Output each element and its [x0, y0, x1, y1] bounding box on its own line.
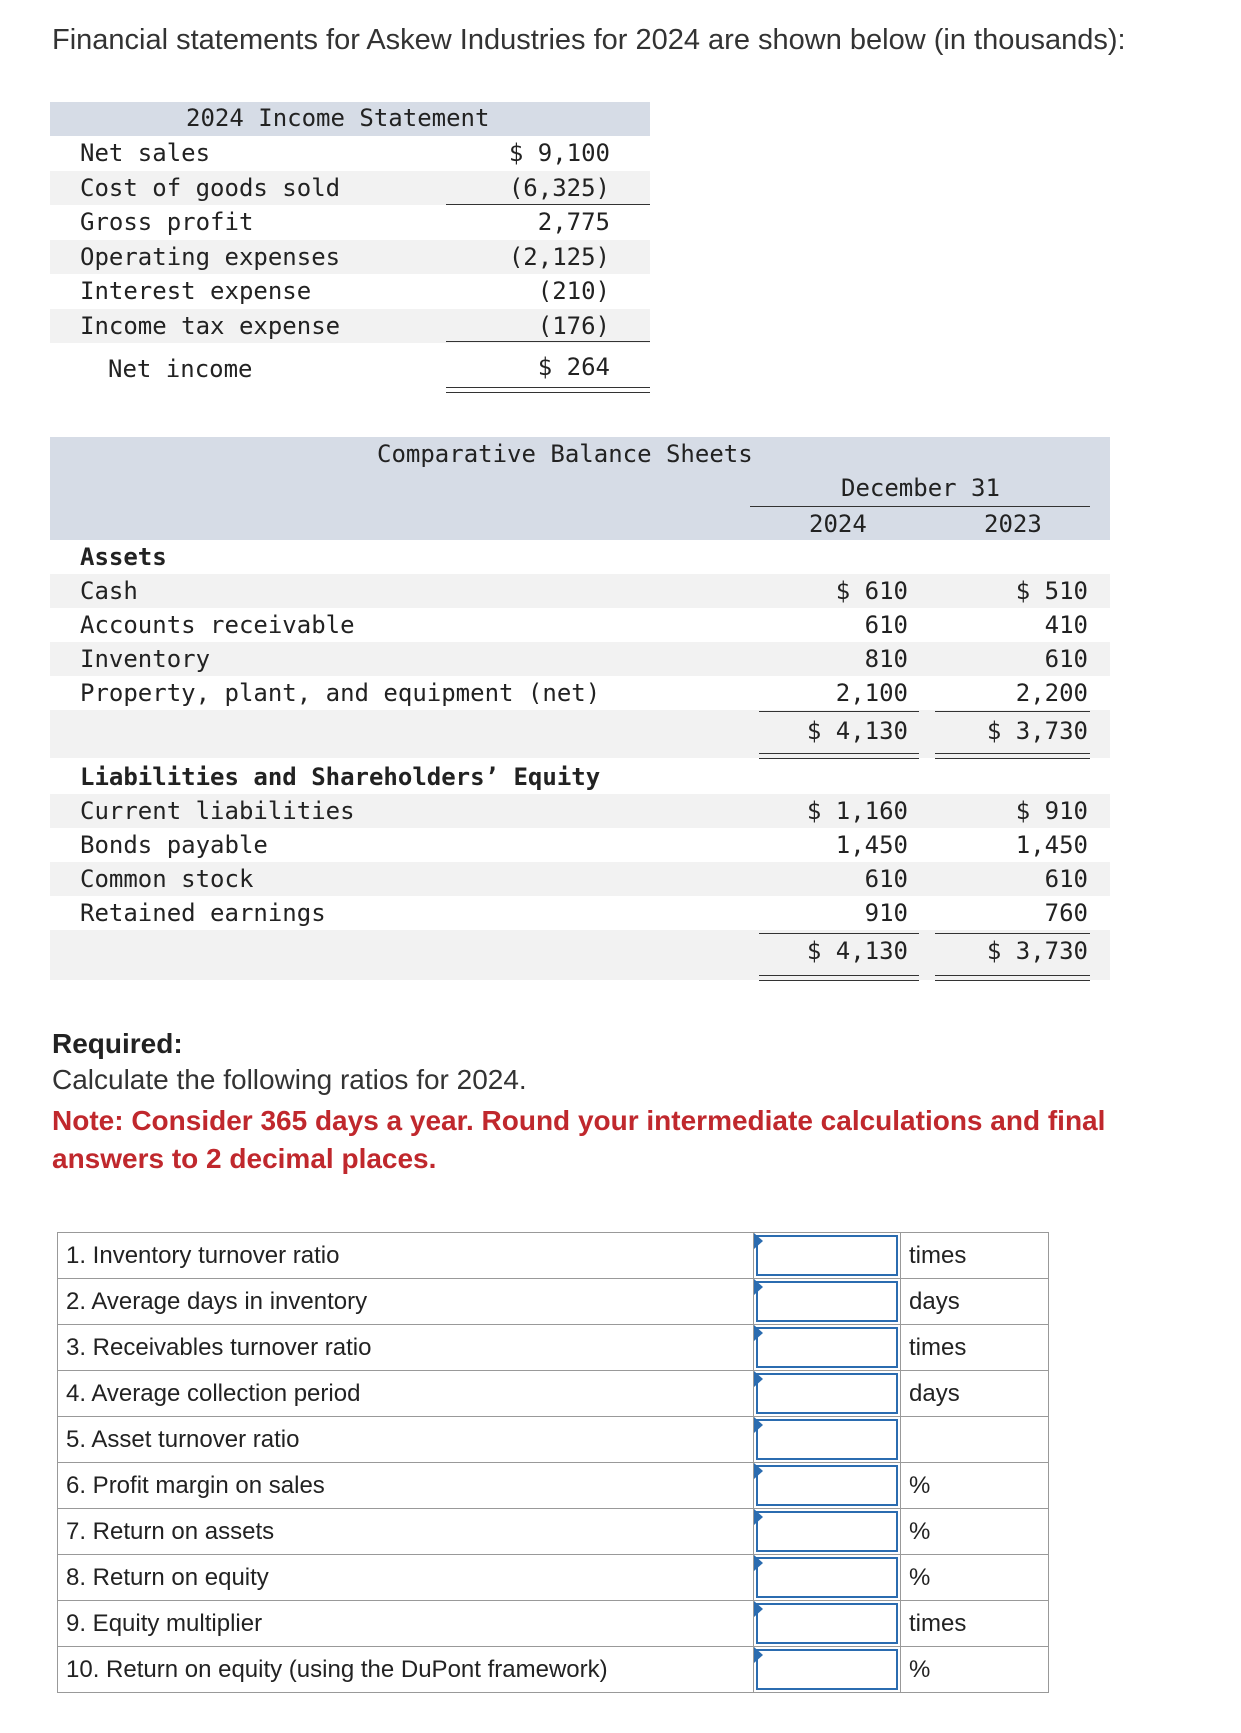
ratio-answer-table	[57, 1232, 1049, 1693]
ratio-unit: %	[901, 1647, 1049, 1693]
income-row-value: 2,775	[537, 208, 610, 236]
ratio-label: 6. Profit margin on sales	[58, 1463, 754, 1509]
income-row-net	[50, 343, 650, 391]
ratio-input[interactable]	[756, 1373, 898, 1414]
ratio-unit: %	[901, 1555, 1049, 1601]
underline	[935, 933, 1090, 934]
asset-value-2023: $ 510	[1015, 577, 1088, 605]
input-marker-icon	[754, 1647, 763, 1663]
ratio-unit: %	[901, 1463, 1049, 1509]
liab-label: Common stock	[80, 865, 254, 893]
ratio-input-cell	[754, 1463, 901, 1509]
required-note: Note: Consider 365 days a year. Round your intermediate calculations and final answers to 2 decimal places.	[52, 1105, 1106, 1174]
double-underline	[759, 758, 919, 759]
underline	[759, 933, 919, 934]
liab-label: Current liabilities	[80, 797, 355, 825]
header-rule	[750, 506, 1090, 507]
underline	[446, 204, 650, 205]
asset-row	[50, 642, 1110, 676]
ratio-unit: times	[901, 1233, 1049, 1279]
liab-total-2023: $ 3,730	[986, 937, 1088, 965]
ratio-label: 8. Return on equity	[58, 1555, 754, 1601]
ratio-unit	[901, 1417, 1049, 1463]
ratio-unit: days	[901, 1371, 1049, 1417]
liab-value-2023: 760	[1044, 899, 1088, 927]
liab-row	[50, 862, 1110, 896]
asset-label: Cash	[80, 577, 138, 605]
liab-value-2024: $ 1,160	[806, 797, 908, 825]
asset-value-2024: 610	[864, 611, 908, 639]
liab-label: Bonds payable	[80, 831, 268, 859]
ratio-row	[58, 1601, 1049, 1647]
ratio-label: 10. Return on equity (using the DuPont framework)	[58, 1647, 754, 1693]
ratio-input-cell	[754, 1601, 901, 1647]
liab-value-2024: 1,450	[835, 831, 908, 859]
ratio-input[interactable]	[756, 1649, 898, 1690]
double-underline	[935, 975, 1090, 976]
assets-total-2023: $ 3,730	[986, 717, 1088, 745]
liab-value-2023: $ 910	[1015, 797, 1088, 825]
liab-row	[50, 794, 1110, 828]
liab-heading-row	[50, 760, 1110, 794]
year-2024: 2024	[809, 510, 867, 538]
double-underline	[446, 392, 650, 393]
double-underline	[935, 753, 1090, 754]
ratio-row	[58, 1463, 1049, 1509]
double-underline	[935, 980, 1090, 981]
ratio-input-cell	[754, 1417, 901, 1463]
input-marker-icon	[754, 1325, 763, 1341]
assets-total-row	[50, 710, 1110, 758]
income-row-value: $ 264	[537, 353, 610, 381]
income-row	[50, 309, 650, 344]
ratio-input-cell	[754, 1647, 901, 1693]
ratio-input-cell	[754, 1279, 901, 1325]
balance-sheet-title: Comparative Balance Sheets	[377, 440, 753, 468]
double-underline	[446, 387, 650, 388]
balance-sheet	[50, 437, 1110, 980]
liab-value-2023: 610	[1044, 865, 1088, 893]
asset-row	[50, 676, 1110, 710]
ratio-label: 4. Average collection period	[58, 1371, 754, 1417]
income-row-value: (176)	[537, 311, 610, 340]
income-statement-header	[50, 102, 650, 136]
ratio-row	[58, 1555, 1049, 1601]
double-underline	[935, 758, 1090, 759]
ratio-row	[58, 1233, 1049, 1279]
ratio-unit: days	[901, 1279, 1049, 1325]
income-row-label: Net income	[108, 355, 253, 383]
ratio-input[interactable]	[756, 1327, 898, 1368]
income-row-label: Operating expenses	[80, 242, 341, 271]
input-marker-icon	[754, 1601, 763, 1617]
ratio-input[interactable]	[756, 1557, 898, 1598]
asset-value-2024: 2,100	[835, 679, 908, 707]
liab-value-2024: 610	[864, 865, 908, 893]
ratio-input[interactable]	[756, 1603, 898, 1644]
ratio-input-cell	[754, 1371, 901, 1417]
ratio-row	[58, 1325, 1049, 1371]
intro-text: Financial statements for Askew Industries for 2024 are shown below (in thousands):	[52, 24, 1126, 56]
input-marker-icon	[754, 1279, 763, 1295]
ratio-input[interactable]	[756, 1465, 898, 1506]
ratio-row	[58, 1417, 1049, 1463]
assets-heading-row	[50, 540, 1110, 574]
ratio-row	[58, 1647, 1049, 1693]
asset-row	[50, 608, 1110, 642]
asset-value-2024: $ 610	[835, 577, 908, 605]
double-underline	[759, 975, 919, 976]
liab-row	[50, 896, 1110, 930]
asset-value-2023: 2,200	[1015, 679, 1088, 707]
input-marker-icon	[754, 1233, 763, 1249]
ratio-unit: times	[901, 1325, 1049, 1371]
income-row-label: Gross profit	[80, 208, 254, 236]
ratio-label: 3. Receivables turnover ratio	[58, 1325, 754, 1371]
asset-value-2023: 610	[1044, 645, 1088, 673]
ratio-row	[58, 1279, 1049, 1325]
asset-row	[50, 574, 1110, 608]
input-marker-icon	[754, 1555, 763, 1571]
asset-label: Property, plant, and equipment (net)	[80, 679, 601, 707]
period-header: December 31	[841, 474, 1000, 502]
input-marker-icon	[754, 1417, 763, 1433]
ratio-label: 7. Return on assets	[58, 1509, 754, 1555]
ratio-label: 2. Average days in inventory	[58, 1279, 754, 1325]
income-row-label: Cost of goods sold	[80, 173, 341, 202]
income-row	[50, 274, 650, 309]
liab-label: Retained earnings	[80, 899, 326, 927]
income-row-label: Interest expense	[80, 277, 312, 305]
liab-value-2023: 1,450	[1015, 831, 1088, 859]
ratio-input[interactable]	[756, 1281, 898, 1322]
ratio-input[interactable]	[756, 1511, 898, 1552]
ratio-input-cell	[754, 1555, 901, 1601]
income-row-value: (2,125)	[508, 242, 610, 271]
income-statement	[50, 102, 650, 391]
liab-total-row	[50, 930, 1110, 980]
income-row-value: (6,325)	[508, 173, 610, 202]
income-row-label: Income tax expense	[80, 311, 341, 340]
ratio-input[interactable]	[756, 1235, 898, 1276]
income-row-label: Net sales	[80, 139, 211, 167]
ratio-label: 9. Equity multiplier	[58, 1601, 754, 1647]
income-row-value: $ 9,100	[508, 139, 610, 167]
ratio-input[interactable]	[756, 1419, 898, 1460]
input-marker-icon	[754, 1371, 763, 1387]
balance-sheet-header	[50, 437, 1110, 540]
underline	[759, 711, 919, 712]
ratio-label: 5. Asset turnover ratio	[58, 1417, 754, 1463]
ratio-input-cell	[754, 1233, 901, 1279]
underline	[446, 341, 650, 342]
ratio-unit: %	[901, 1509, 1049, 1555]
liab-value-2024: 910	[864, 899, 908, 927]
double-underline	[759, 753, 919, 754]
ratio-row	[58, 1371, 1049, 1417]
liab-row	[50, 828, 1110, 862]
ratio-row	[58, 1509, 1049, 1555]
required-text: Calculate the following ratios for 2024.	[52, 1064, 527, 1095]
liab-heading: Liabilities and Shareholders’ Equity	[80, 763, 601, 791]
income-row	[50, 171, 650, 206]
ratio-input-cell	[754, 1325, 901, 1371]
underline	[935, 711, 1090, 712]
liab-total-2024: $ 4,130	[806, 937, 908, 965]
input-marker-icon	[754, 1463, 763, 1479]
assets-total-2024: $ 4,130	[806, 717, 908, 745]
year-2023: 2023	[984, 510, 1042, 538]
input-marker-icon	[754, 1509, 763, 1525]
income-statement-title: 2024 Income Statement	[186, 104, 490, 132]
asset-value-2023: 410	[1044, 611, 1088, 639]
income-row	[50, 136, 650, 171]
ratio-unit: times	[901, 1601, 1049, 1647]
asset-value-2024: 810	[864, 645, 908, 673]
asset-label: Accounts receivable	[80, 611, 355, 639]
required-title: Required:	[52, 1028, 183, 1059]
assets-heading: Assets	[80, 543, 167, 571]
income-row	[50, 205, 650, 240]
ratio-input-cell	[754, 1509, 901, 1555]
asset-label: Inventory	[80, 645, 211, 673]
double-underline	[759, 980, 919, 981]
income-row	[50, 240, 650, 275]
ratio-label: 1. Inventory turnover ratio	[58, 1233, 754, 1279]
income-row-value: (210)	[537, 277, 610, 305]
